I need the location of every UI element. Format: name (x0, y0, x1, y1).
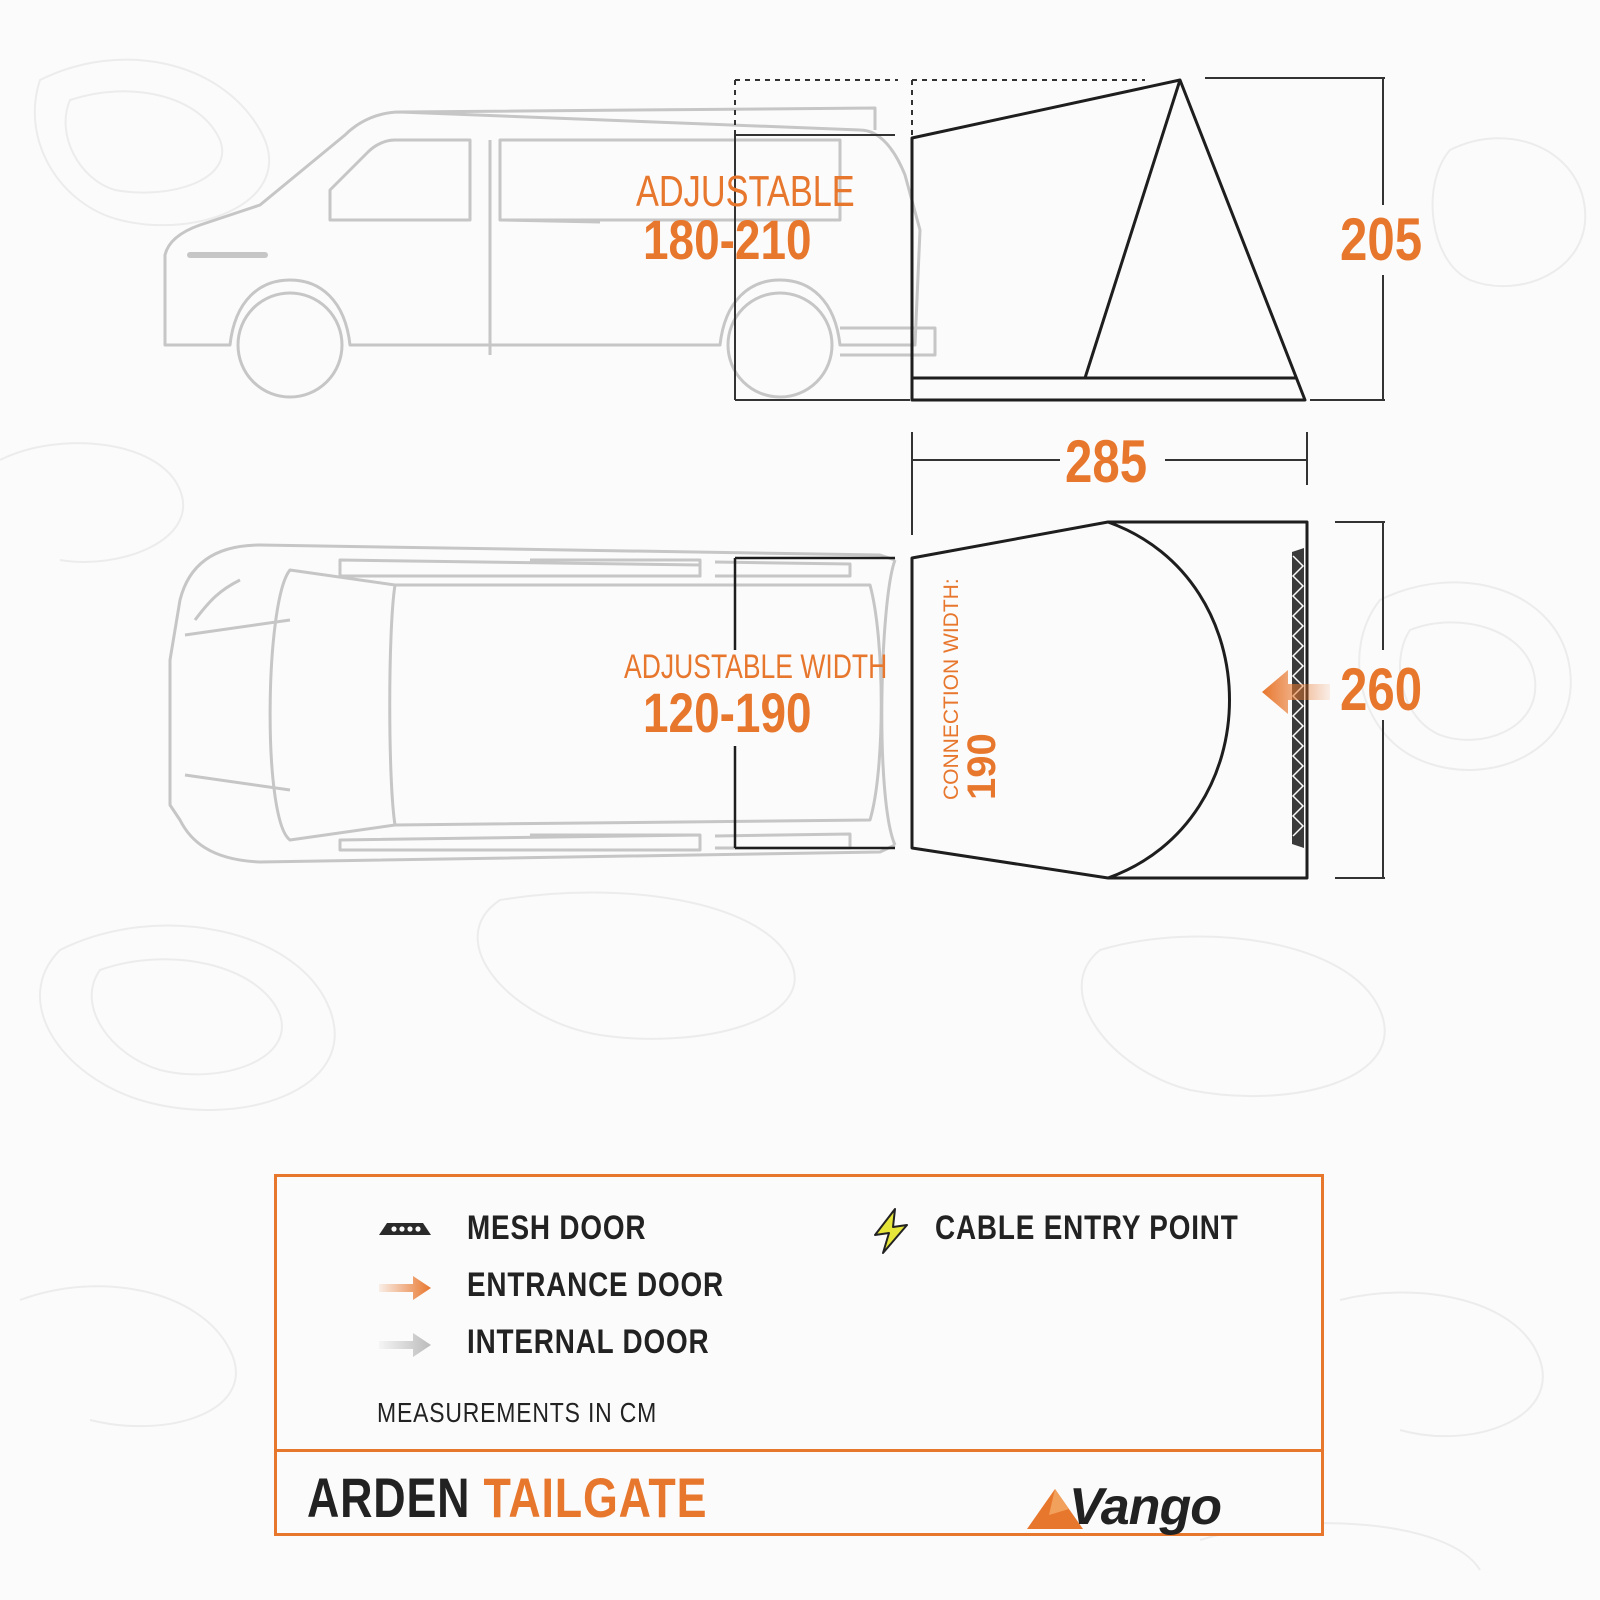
legend-divider (277, 1449, 1321, 1452)
connection-width (940, 578, 1011, 800)
brand-logo (1025, 1477, 1265, 1537)
length-value: 285 (1065, 428, 1148, 495)
van-side-view (165, 108, 935, 397)
height-adjustable-label: ADJUSTABLE (636, 167, 855, 216)
product-title (307, 1465, 707, 1530)
height-value: 205 (1340, 206, 1423, 273)
height-adjustable-value: 180-210 (643, 208, 812, 271)
measurements-note: MEASUREMENTS IN CM (377, 1397, 658, 1428)
legend-label: CABLE ENTRY POINT (935, 1209, 1239, 1247)
legend-label: MESH DOOR (467, 1209, 647, 1247)
mesh-door-icon (377, 1219, 433, 1239)
legend-label: INTERNAL DOOR (467, 1323, 710, 1361)
width-adjustable-label: ADJUSTABLE WIDTH (624, 648, 888, 686)
orange-arrow-icon (377, 1274, 433, 1302)
tent-side-view (912, 80, 1305, 400)
width-value: 260 (1340, 656, 1423, 723)
grey-arrow-icon (377, 1331, 433, 1359)
width-adjustable-value: 120-190 (643, 681, 812, 744)
legend-box (274, 1174, 1324, 1536)
connection-width-value: 190 (960, 733, 1004, 800)
product-name-part2: TAILGATE (483, 1466, 708, 1529)
legend-label: ENTRANCE DOOR (467, 1266, 724, 1304)
connection-width-label: CONNECTION WIDTH: (940, 578, 963, 800)
brand-name: Vango (1069, 1478, 1221, 1536)
lightning-bolt-icon (869, 1207, 913, 1255)
product-name-part1: ARDEN (307, 1466, 471, 1529)
